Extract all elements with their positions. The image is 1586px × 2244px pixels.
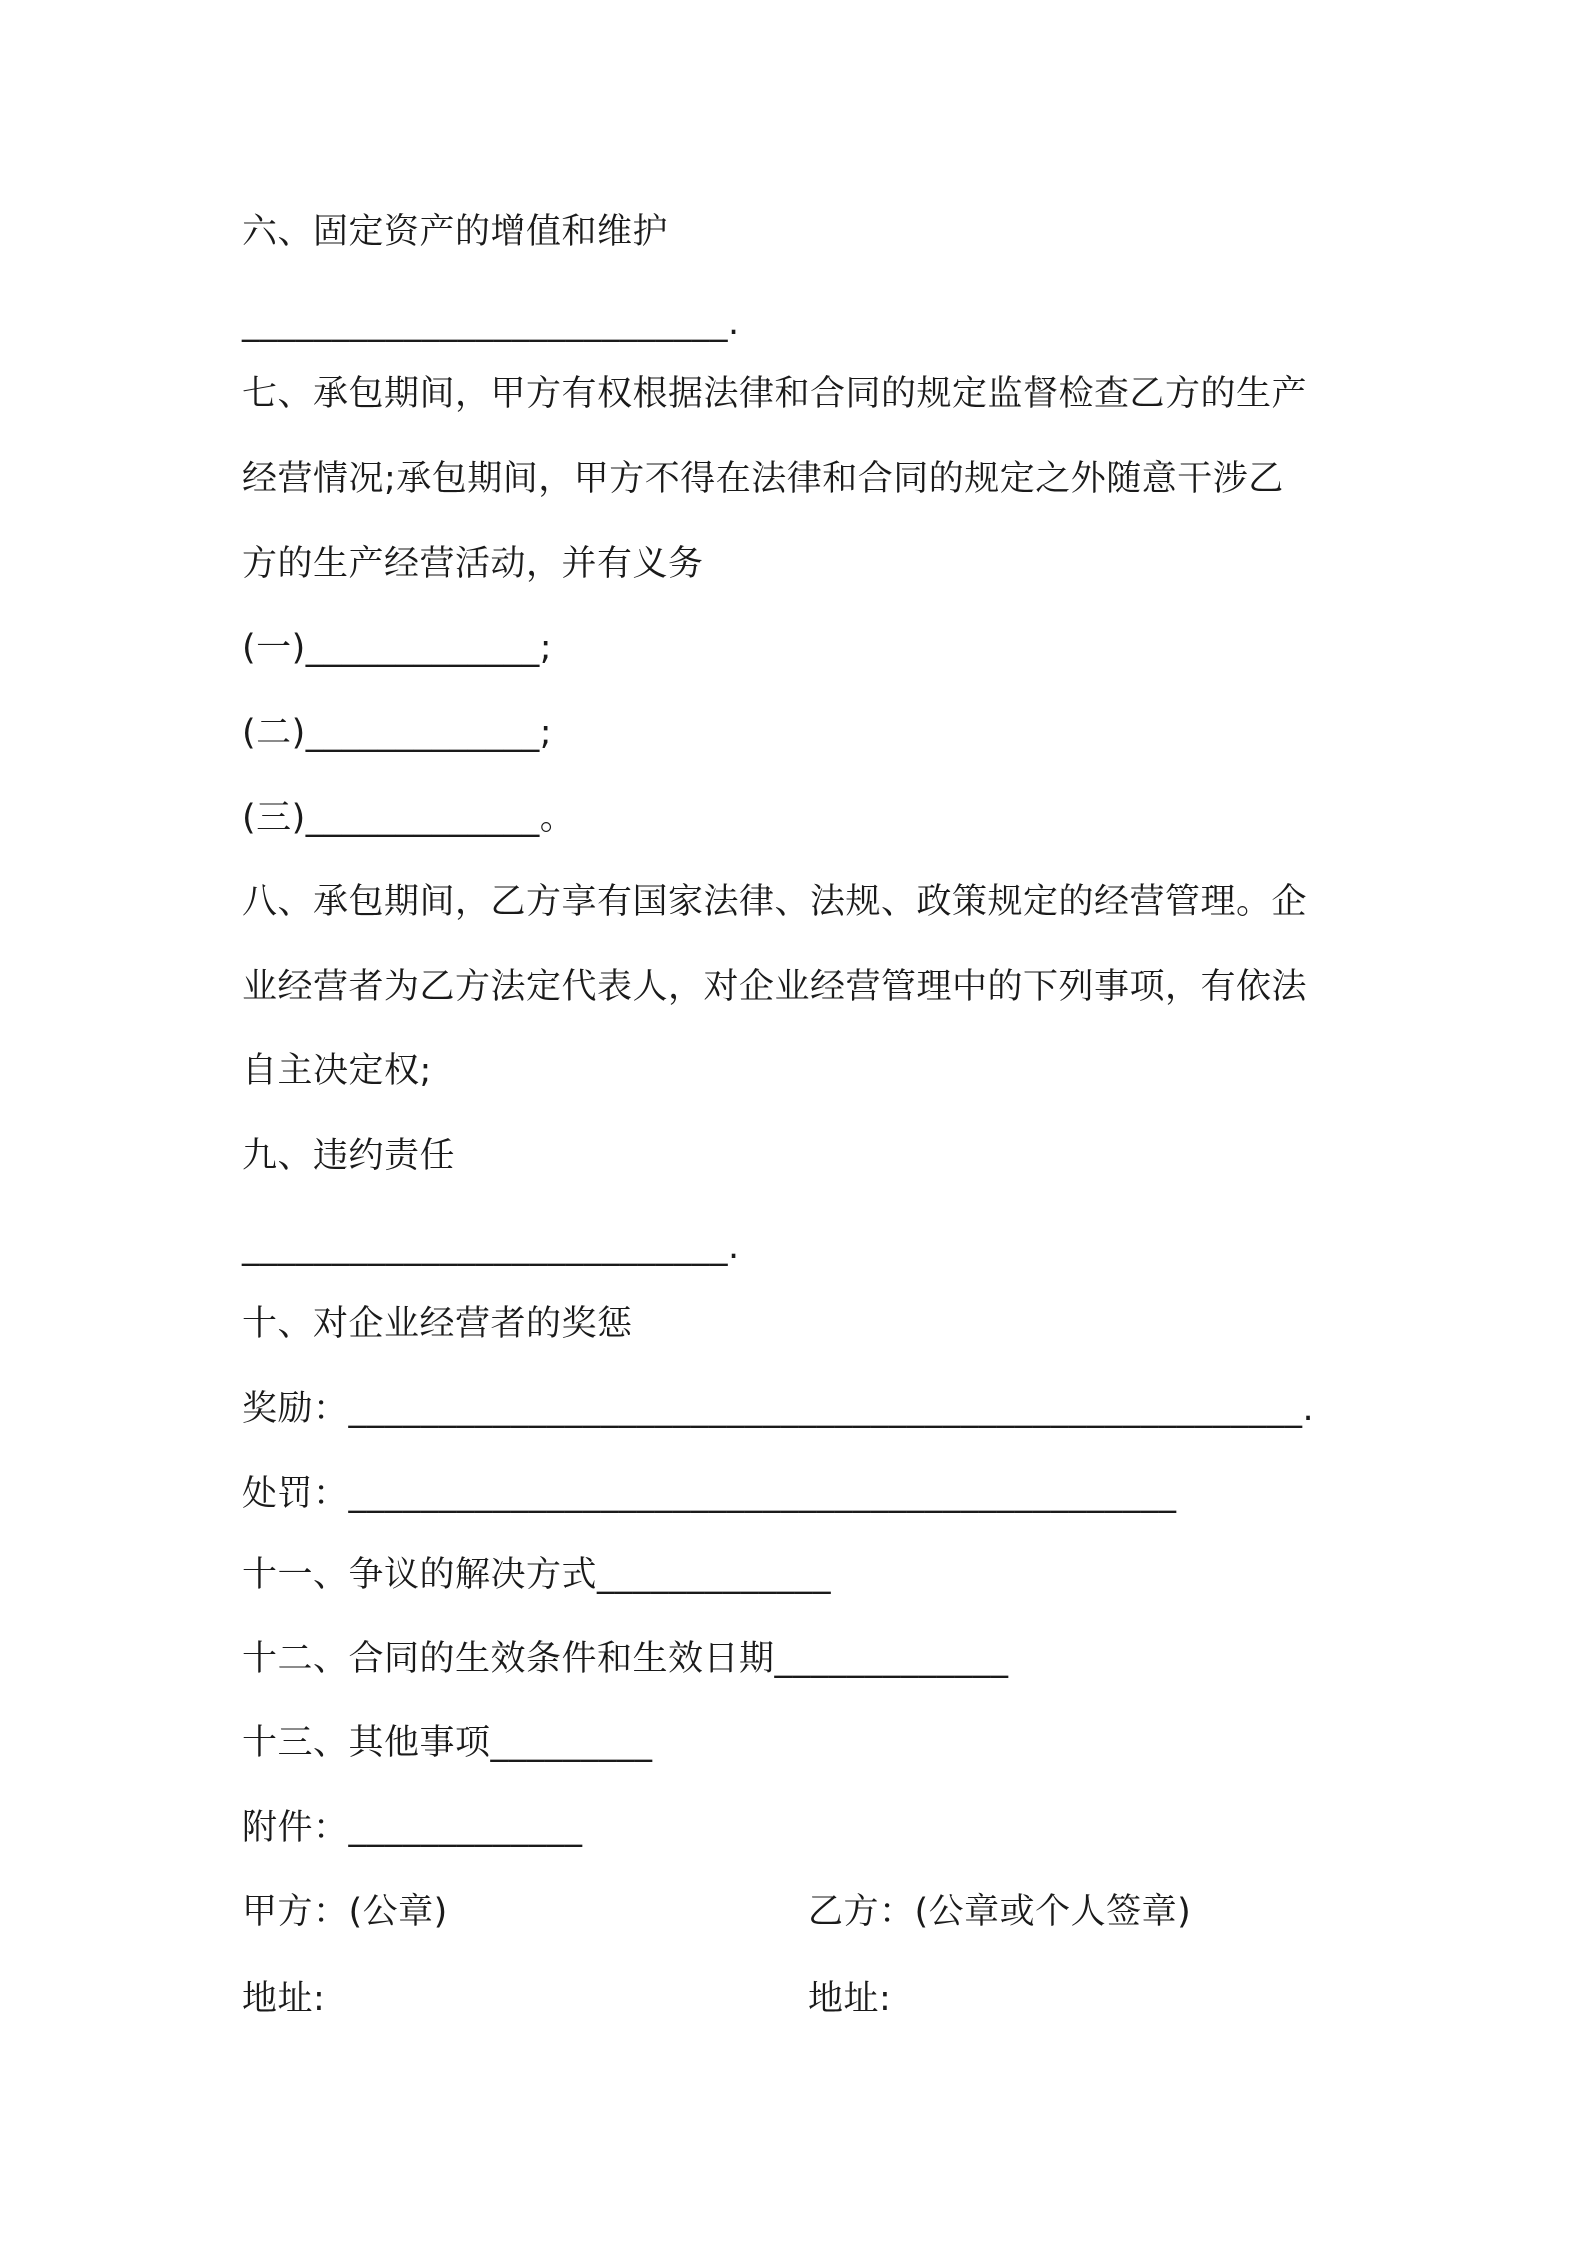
section-13-line: 十三、其他事项_________ xyxy=(242,1723,653,1763)
party-b-address-label: 地址: xyxy=(808,1979,892,2019)
reward-field: 奖励：_____________________________________________________. xyxy=(242,1389,1315,1429)
section-8-text-line-3: 自主决定权; xyxy=(242,1051,432,1091)
section-8-text-line-2: 业经营者为乙方法定代表人，对企业经营管理中的下列事项，有依法 xyxy=(242,967,1308,1007)
section-11-line: 十一、争议的解决方式_____________ xyxy=(242,1555,832,1595)
section-7-text-line-2: 经营情况;承包期间，甲方不得在法律和合同的规定之外随意干涉乙 xyxy=(242,459,1284,499)
party-b-signature-label: 乙方：(公章或个人签章) xyxy=(808,1892,1192,1932)
section-7-item-1: (一)_____________; xyxy=(242,628,553,668)
section-7-item-3: (三)_____________。 xyxy=(242,798,576,838)
penalty-field: 处罚：______________________________________________ xyxy=(242,1474,1177,1514)
section-6-blank: ___________________________. xyxy=(242,303,740,343)
section-9-heading: 九、违约责任 xyxy=(242,1136,456,1176)
party-a-address-label: 地址: xyxy=(242,1979,326,2019)
section-7-item-2: (二)_____________; xyxy=(242,713,553,753)
section-10-heading: 十、对企业经营者的奖惩 xyxy=(242,1304,633,1344)
attachment-line: 附件：_____________ xyxy=(242,1808,583,1848)
section-12-line: 十二、合同的生效条件和生效日期_____________ xyxy=(242,1639,1009,1679)
party-a-signature-label: 甲方：(公章) xyxy=(242,1892,448,1932)
section-8-text-line-1: 八、承包期间，乙方享有国家法律、法规、政策规定的经营管理。企 xyxy=(242,882,1308,922)
section-7-text-line-1: 七、承包期间，甲方有权根据法律和合同的规定监督检查乙方的生产 xyxy=(242,374,1308,414)
section-7-text-line-3: 方的生产经营活动，并有义务 xyxy=(242,544,704,584)
section-6-heading: 六、固定资产的增值和维护 xyxy=(242,212,669,252)
section-9-blank: ___________________________. xyxy=(242,1227,740,1267)
